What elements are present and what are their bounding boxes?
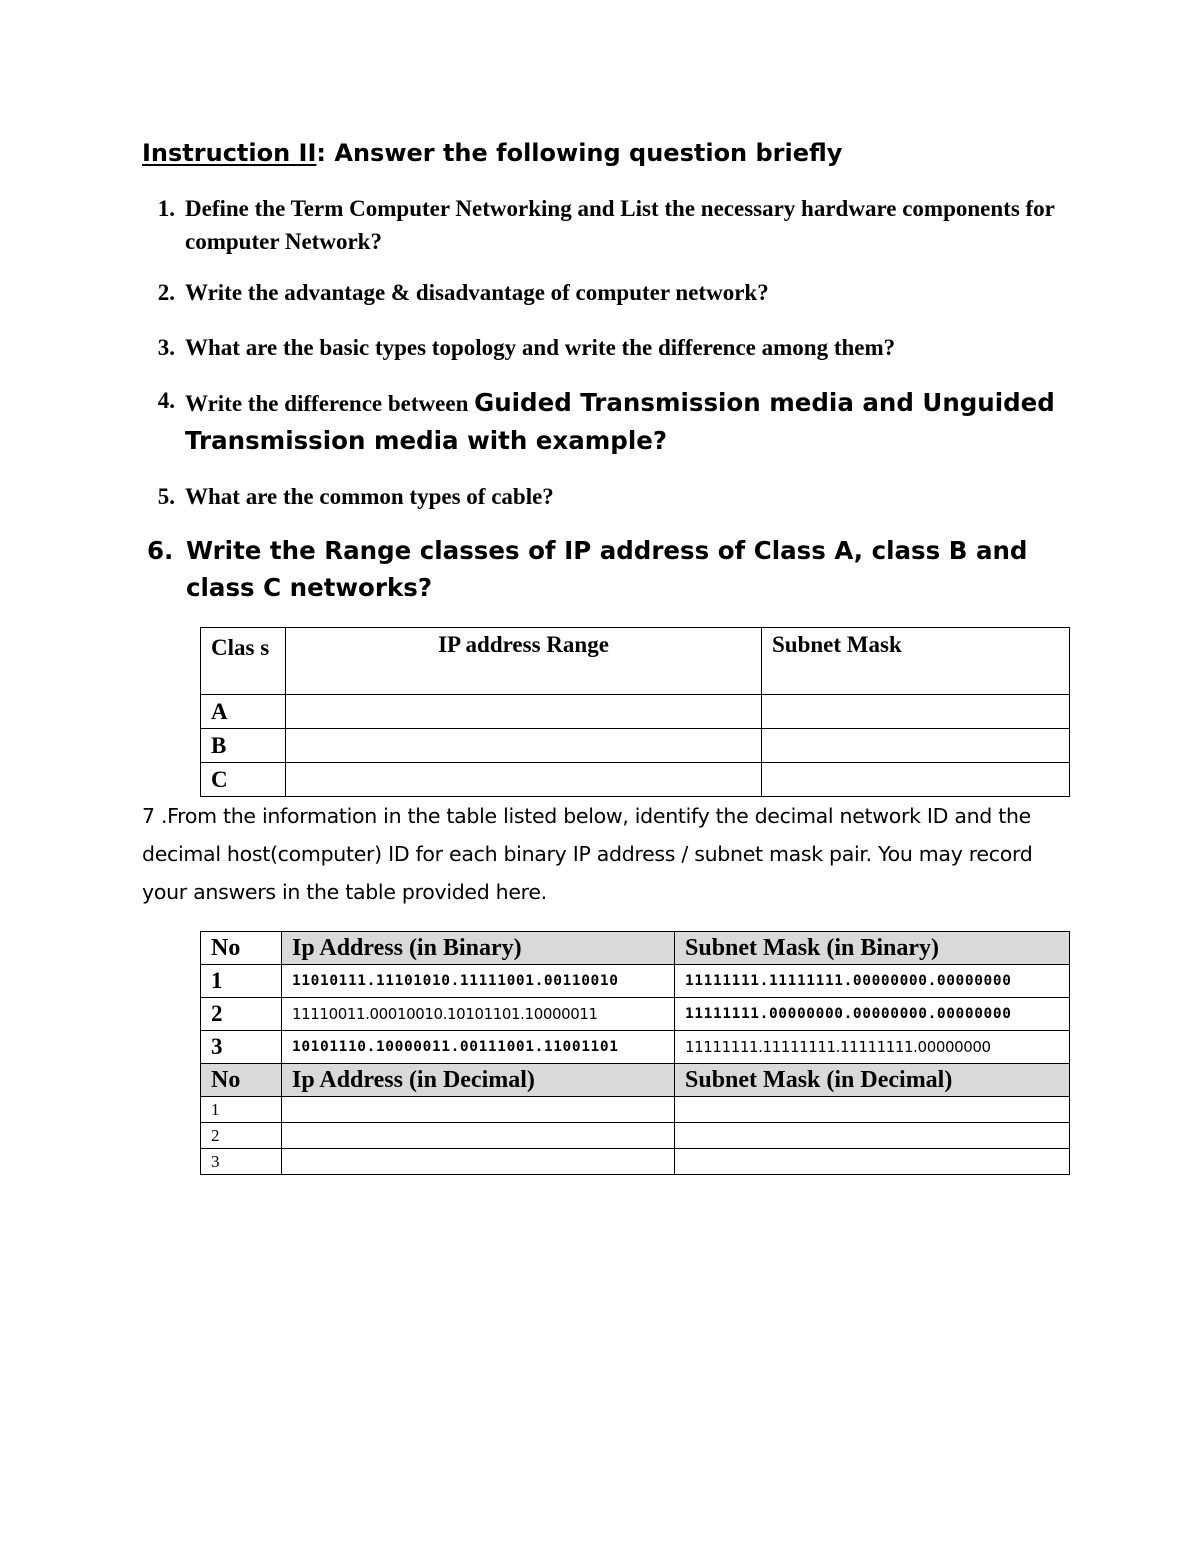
class-cell: C	[201, 763, 286, 797]
question-number: 5.	[157, 484, 175, 509]
ip-range-cell[interactable]	[286, 729, 762, 763]
row-number: 1	[201, 965, 282, 998]
table-row	[201, 1097, 1070, 1123]
table-row	[201, 965, 1070, 998]
decimal-header-row	[201, 1064, 1070, 1097]
mask-decimal-cell[interactable]	[675, 1123, 1070, 1149]
instruction-label: Instruction II	[142, 139, 317, 167]
ip-decimal-cell[interactable]	[282, 1149, 675, 1175]
ip-decimal-cell[interactable]	[282, 1123, 675, 1149]
question-number: 1.	[157, 196, 175, 221]
binary-ip-table	[200, 931, 1070, 1175]
question-text-serif: Write the difference between	[185, 391, 475, 416]
mask-decimal-cell[interactable]	[675, 1097, 1070, 1123]
header-no: No	[201, 1064, 282, 1097]
ip-binary-cell: 10101110.10000011.00111001.11001101	[282, 1031, 675, 1064]
header-ip-range: IP address Range	[286, 628, 762, 695]
instruction-heading	[142, 139, 842, 167]
mask-binary-cell: 11111111.11111111.00000000.00000000	[675, 965, 1070, 998]
table-row	[201, 1149, 1070, 1175]
table-header-row	[201, 628, 1070, 695]
header-no: No	[201, 932, 282, 965]
row-number: 2	[201, 998, 282, 1031]
question-7: 7 .From the information in the table listed below, identify the decimal network ID and the decimal host(computer) ID for each binary IP address / subnet mask pair. You may record your answers in the table provided here.	[142, 804, 1033, 904]
question-number: 3.	[157, 335, 175, 360]
question-text	[185, 384, 1065, 460]
ip-binary-cell: 11010111.11101010.11111001.00110010	[282, 965, 675, 998]
header-ip-binary: Ip Address (in Binary)	[282, 932, 675, 965]
ip-decimal-cell[interactable]	[282, 1097, 675, 1123]
table-row	[201, 1031, 1070, 1064]
subnet-mask-cell[interactable]	[762, 729, 1070, 763]
table-row	[201, 763, 1070, 797]
question-text-sans: Guided Transmission media and Unguided Transmission media with example?	[185, 388, 1055, 455]
table-row	[201, 695, 1070, 729]
table-row	[201, 729, 1070, 763]
mask-binary-cell: 11111111.11111111.11111111.00000000	[675, 1031, 1070, 1064]
question-number: 6.	[147, 536, 174, 565]
row-number: 2	[201, 1123, 282, 1149]
header-class: Clas s	[201, 628, 286, 695]
ip-range-cell[interactable]	[286, 763, 762, 797]
ip-class-table	[200, 627, 1070, 797]
row-number: 3	[201, 1149, 282, 1175]
header-subnet-mask: Subnet Mask	[762, 628, 1070, 695]
question-text: Write the advantage & disadvantage of computer network?	[185, 280, 769, 305]
subnet-mask-cell[interactable]	[762, 695, 1070, 729]
mask-binary-cell: 11111111.00000000.00000000.00000000	[675, 998, 1070, 1031]
question-number: 4.	[157, 388, 175, 413]
class-cell: B	[201, 729, 286, 763]
instruction-text: : Answer the following question briefly	[316, 139, 843, 167]
row-number: 3	[201, 1031, 282, 1064]
header-mask-decimal: Subnet Mask (in Decimal)	[675, 1064, 1070, 1097]
header-ip-decimal: Ip Address (in Decimal)	[282, 1064, 675, 1097]
subnet-mask-cell[interactable]	[762, 763, 1070, 797]
question-text: What are the common types of cable?	[185, 484, 554, 509]
class-cell: A	[201, 695, 286, 729]
binary-header-row	[201, 932, 1070, 965]
ip-binary-cell: 11110011.00010010.10101101.10000011	[282, 998, 675, 1031]
ip-range-cell[interactable]	[286, 695, 762, 729]
header-mask-binary: Subnet Mask (in Binary)	[675, 932, 1070, 965]
question-text: What are the basic types topology and write the difference among them?	[185, 335, 896, 360]
mask-decimal-cell[interactable]	[675, 1149, 1070, 1175]
question-number: 2.	[157, 280, 175, 305]
table-row	[201, 1123, 1070, 1149]
row-number: 1	[201, 1097, 282, 1123]
table-row	[201, 998, 1070, 1031]
question-text: Write the Range classes of IP address of Class A, class B and class C networks?	[186, 536, 1028, 602]
question-text: Define the Term Computer Networking and List the necessary hardware components for computer Network?	[185, 196, 1055, 254]
